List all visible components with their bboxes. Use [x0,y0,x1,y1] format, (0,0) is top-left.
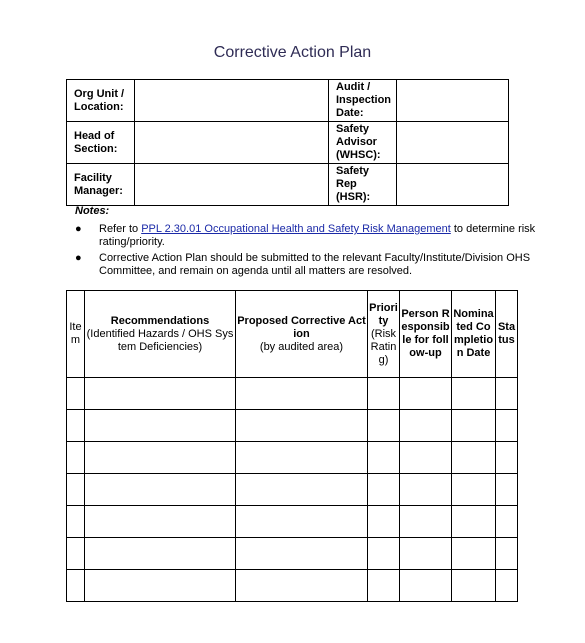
table-cell[interactable] [85,410,236,442]
table-cell[interactable] [400,506,452,538]
table-cell[interactable] [236,570,368,602]
header-recommendations [85,291,236,378]
table-row [67,442,518,474]
table-cell[interactable] [496,442,518,474]
info-table [66,79,509,206]
table-cell[interactable] [85,570,236,602]
table-cell[interactable] [67,410,85,442]
table-cell[interactable] [236,378,368,410]
table-cell[interactable] [452,506,496,538]
table-row [67,506,518,538]
table-row [67,570,518,602]
table-cell[interactable] [452,410,496,442]
safety-advisor-label: Safety Advisor (WHSC): [329,122,397,164]
header-recommendations-label: Recommendations [110,314,210,327]
note-item [75,252,545,278]
header-nominated: Nominated Completion Date [452,291,496,378]
facility-manager-field[interactable] [135,164,329,206]
header-item: Item [67,291,85,378]
table-cell[interactable] [368,378,400,410]
table-cell[interactable] [496,378,518,410]
table-cell[interactable] [400,538,452,570]
table-cell[interactable] [452,538,496,570]
header-priority [368,291,400,378]
table-cell[interactable] [496,474,518,506]
table-row [67,410,518,442]
safety-rep-label: Safety Rep (HSR): [329,164,397,206]
table-row [67,538,518,570]
header-status: Status [496,291,518,378]
table-cell[interactable] [85,506,236,538]
table-cell[interactable] [236,506,368,538]
table-cell[interactable] [236,442,368,474]
table-cell[interactable] [67,474,85,506]
table-cell[interactable] [452,570,496,602]
table-cell[interactable] [67,506,85,538]
table-cell[interactable] [452,442,496,474]
bullet-icon: ● [75,252,82,264]
table-cell[interactable] [400,570,452,602]
note-item [75,223,545,249]
note1-suffix: to determine risk rating/priority. [99,223,536,248]
note2-text: Corrective Action Plan should be submitted to the relevant Faculty/Institute/Division OHS Committee, and remain on agenda until all matters are resolved. [99,252,531,277]
notes-heading: Notes: [75,205,110,217]
org-unit-label: Org Unit / Location: [67,80,135,122]
facility-manager-label: Facility Manager: [67,164,135,206]
table-cell[interactable] [85,378,236,410]
table-cell[interactable] [236,410,368,442]
header-proposed-label: Proposed Corrective Action [237,314,366,340]
org-unit-field[interactable] [135,80,329,122]
table-cell[interactable] [368,570,400,602]
table-cell[interactable] [368,474,400,506]
action-table [66,290,518,602]
table-cell[interactable] [236,474,368,506]
bullet-icon: ● [75,223,82,235]
table-cell[interactable] [496,410,518,442]
table-row [67,474,518,506]
header-person: Person Responsible for follow-up [400,291,452,378]
table-cell[interactable] [496,570,518,602]
table-cell[interactable] [67,570,85,602]
table-cell[interactable] [67,378,85,410]
table-cell[interactable] [400,378,452,410]
table-cell[interactable] [496,506,518,538]
audit-date-label: Audit / Inspection Date: [329,80,397,122]
table-cell[interactable] [400,474,452,506]
table-cell[interactable] [452,378,496,410]
note1-prefix: Refer to [99,223,142,235]
table-cell[interactable] [400,442,452,474]
header-priority-label: Priority [369,301,398,327]
table-cell[interactable] [85,474,236,506]
table-cell[interactable] [368,410,400,442]
header-proposed [236,291,368,378]
page-title: Corrective Action Plan [213,44,372,61]
table-cell[interactable] [85,442,236,474]
table-cell[interactable] [400,410,452,442]
table-cell[interactable] [368,538,400,570]
head-section-field[interactable] [135,122,329,164]
audit-date-field[interactable] [397,80,509,122]
policy-link[interactable]: PPL 2.30.01 Occupational Health and Safety Risk Management [141,223,451,235]
table-cell[interactable] [236,538,368,570]
table-cell[interactable] [368,506,400,538]
safety-advisor-field[interactable] [397,122,509,164]
table-cell[interactable] [496,538,518,570]
header-proposed-sub: (by audited area) [259,340,344,353]
table-cell[interactable] [67,442,85,474]
table-cell[interactable] [452,474,496,506]
safety-rep-field[interactable] [397,164,509,206]
notes-section [75,205,545,281]
table-cell[interactable] [85,538,236,570]
action-rows [67,378,518,602]
table-cell[interactable] [67,538,85,570]
table-row [67,378,518,410]
header-priority-sub: (Risk Rating) [370,327,397,366]
header-recommendations-sub: (Identified Hazards / OHS System Deficiencies) [86,327,234,353]
table-cell[interactable] [368,442,400,474]
head-section-label: Head of Section: [67,122,135,164]
